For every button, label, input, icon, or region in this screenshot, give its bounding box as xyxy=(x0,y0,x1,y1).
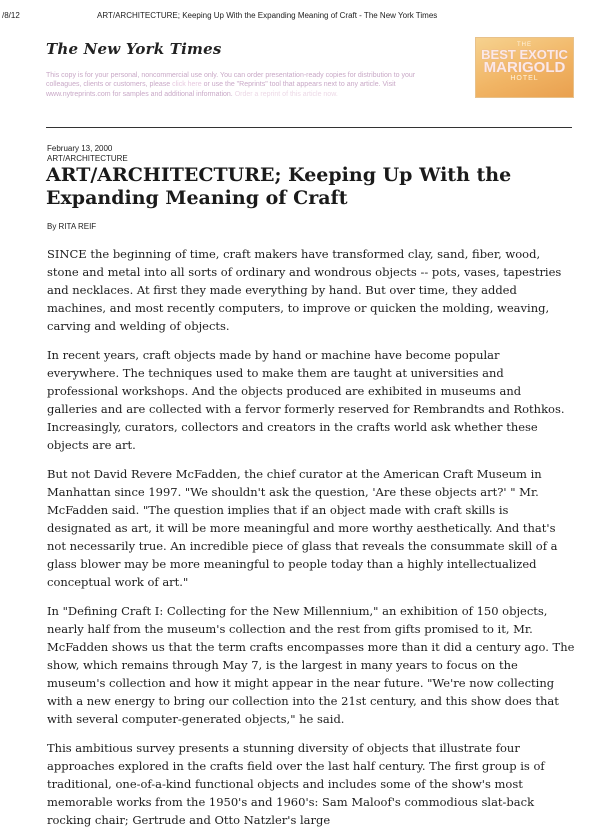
ad-text-line1: BEST EXOTIC xyxy=(481,47,568,62)
article-paragraph: But not David Revere McFadden, the chief curator at the American Craft Museum in Manhattan since 1997. "We shouldn't ask the question, 'Are these objects art?' " Mr. McFadden said. "The question implies that if an object made with craft skills is designated as art, it will be more meaningful and more worthy aesthetically. And that's not necessarily true. An incredible piece of glass that reveals the consummate skill of a glass blower may be more meaningful to people today than a highly intellectualized conceptual work of art." xyxy=(47,467,558,589)
article-paragraph: This ambitious survey presents a stunning diversity of objects that illustrate four approaches explored in the crafts field over the last half century. The first group is of traditional, one-of-a-kind functional objects and includes some of the show's most memorable works from the 1950's and 1960's: Sam Maloof's commodious slat-back rocking chair; Gertrude and Otto Natzler's large xyxy=(47,741,545,827)
header-divider xyxy=(46,127,572,128)
article-paragraph: In "Defining Craft I: Collecting for the New Millennium," an exhibition of 150 objects, nearly half from the museum's collection and the rest from gifts promised to it, Mr. McFadden shows us that the term crafts encompasses more than it did a century ago. The show, which remains through May 7, is the largest in many years to focus on the museum's collection and how it might appear in the near future. "We're now collecting with a new energy to bring our collection into the 21st century, and this show does that with several computer-generated objects," he said. xyxy=(47,604,575,726)
order-reprint-link[interactable]: Order a reprint of this article now. xyxy=(234,90,338,98)
print-date: /8/12 xyxy=(2,11,20,20)
ad-text-line2: MARIGOLD xyxy=(483,59,566,76)
print-page-title: ART/ARCHITECTURE; Keeping Up With the Expanding Meaning of Craft - The New York Times xyxy=(97,11,438,20)
reprint-notice-text: This copy is for your personal, noncommercial use only. You can order presentation-ready copies for distribution to your colleagues, clients or customers, please xyxy=(46,72,416,89)
article-body xyxy=(47,245,575,840)
reprint-click-here-link[interactable]: click here xyxy=(172,81,202,89)
article-byline: By RITA REIF xyxy=(47,222,97,231)
article-paragraph: In recent years, craft objects made by hand or machine have become popular everywhere. The techniques used to make them are taught at universities and professional workshops. And the objects produced are exhibited in museums and galleries and are collected with a fervor formerly reserved for Rembrandts and Rothkos. Increasingly, curators, collectors and creators in the crafts world ask whether these objects are art. xyxy=(47,348,565,452)
article-paragraph: SINCE the beginning of time, craft makers have transformed clay, sand, fiber, wood, stone and metal into all sorts of ordinary and wondrous objects -- pots, vases, tapestries and necklaces. At first they made everything by hand. But over time, they added machines, and most recently computers, to improve or quicken the molding, weaving, carving and welding of objects. xyxy=(47,247,562,333)
article-headline: ART/ARCHITECTURE; Keeping Up With the Expanding Meaning of Craft xyxy=(46,164,512,209)
nyt-masthead-logo[interactable]: The New York Times xyxy=(46,40,222,58)
article-section: ART/ARCHITECTURE xyxy=(47,154,128,163)
article-date: February 13, 2000 xyxy=(47,144,113,153)
reprint-notice-text-2: or use the "Reprints" tool that appears next to any article. Visit www.nytreprints.com for samples and additional information. xyxy=(46,81,396,98)
ad-text-the: THE xyxy=(517,42,532,48)
advertisement-banner[interactable] xyxy=(475,37,574,98)
reprint-notice xyxy=(46,71,431,99)
article-dateline xyxy=(47,144,128,164)
ad-text-line3: HOTEL xyxy=(510,75,539,82)
